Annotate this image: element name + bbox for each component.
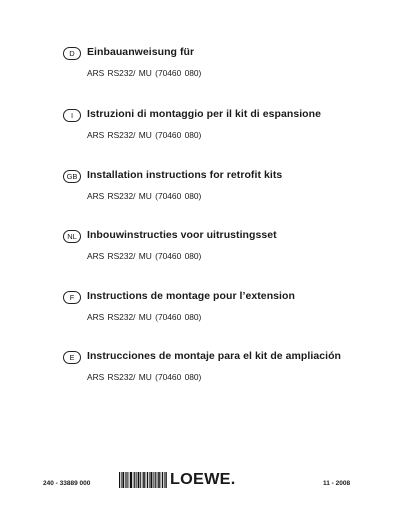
model-number: ARS RS232/ MU (70460 080) [87,372,202,382]
language-badge: GB [63,170,81,183]
model-number: ARS RS232/ MU (70460 080) [87,130,202,140]
section-header [63,291,383,307]
section-header [63,351,383,367]
model-number: ARS RS232/ MU (70460 080) [87,312,202,322]
section-title: Instrucciones de montaje para el kit de ampliación [87,350,341,362]
section-header [63,109,383,125]
language-badge: E [63,351,81,364]
section-header [63,47,383,63]
language-badge: I [63,109,81,122]
section-nl [63,229,383,261]
section-title: Einbauanweisung für [87,46,195,58]
language-badge: NL [63,230,81,243]
language-badge: F [63,291,81,304]
section-title: Istruzioni di montaggio per il kit di espansione [87,108,322,120]
section-header [63,230,383,246]
section-title: Inbouwinstructies voor uitrustingsset [87,229,277,241]
document-date: 11 - 2008 [323,480,351,487]
barcode-icon [119,472,167,488]
brand-logo: LOEWE. [170,471,236,488]
language-badge: D [63,47,81,60]
section-title: Instructions de montage pour l’extension [87,290,295,302]
section-header [63,170,383,186]
section-es [63,350,383,382]
model-number: ARS RS232/ MU (70460 080) [87,68,202,78]
section-de [63,46,383,78]
section-it [63,108,383,140]
section-title: Installation instructions for retrofit kits [87,169,283,181]
section-gb [63,169,383,201]
section-fr [63,290,383,322]
model-number: ARS RS232/ MU (70460 080) [87,191,202,201]
model-number: ARS RS232/ MU (70460 080) [87,251,202,261]
document-number: 240 - 33889 000 [43,480,91,487]
